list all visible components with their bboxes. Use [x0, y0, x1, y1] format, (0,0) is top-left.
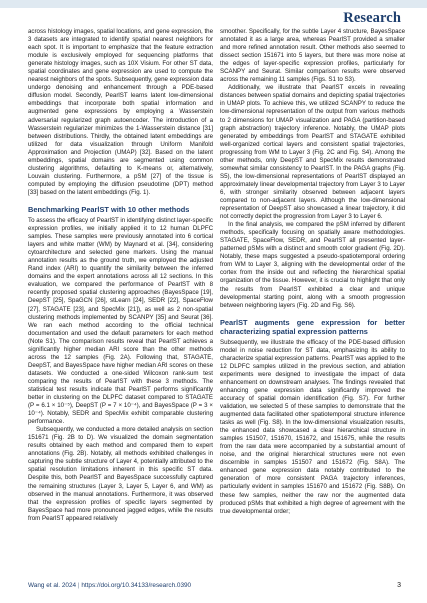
footer-citation: Wang et al. 2024 — [28, 582, 77, 589]
paragraph: Subsequently, we illustrate the efficacy of the PDE-based diffusion model in noise reduction for ST data, emphasizing its ability to characterize spatial expression patterns. PearlST was applied to the 12 DLPFC samples utilized in the previous section, and ablation experiments were designed to investigate the impact of data enhancement on downstream analyses. The findings revealed that enhancing gene expression data significantly improved the accuracy of spatial domain identification (Fig. S7). For further validation, we selected 5 of these samples to demonstrate that the augmented data facilitated other spatiotemporal structure inference tasks as well (Fig. S8). In the low-dimensional visualization results, the enhanced data showcased a clear hierarchical structure in samples 151507, 151670, 151672, and 151675, while the results from the raw data were accompanied by a substantial amount of noise, and the original hierarchical structures were not even discernible in samples 151507 and 151672 (Fig. S8A). The enhanced gene expression data notably contributed to the generation of more consistent PAGA trajectory inferences, particularly evident in samples 151670 and 151672 (Fig. S8B). On these few samples, neither the raw nor the augmented data produced pSMs that exhibited a high degree of agreement with the true developmental order; — [220, 338, 405, 515]
footer-citation-group — [28, 582, 191, 589]
page-footer — [28, 582, 401, 589]
section-label: Research — [343, 10, 401, 26]
doi-link[interactable]: https://doi.org/10.34133/research.0390 — [81, 582, 192, 589]
paragraph: Additionally, we illustrate that PearlST excels in revealing distances between spatial domains and depicting spatial trajectories in UMAP plots. To achieve this, we utilized SCANPY to reduce the low-dimensional representation of the output from various methods to 2 dimensions for UMAP visualization and PAGA (partition-based graph abstraction) trajectory inference. Notably, the UMAP plots generated by embeddings from PearlST and STAGATE exhibited well-organized cortical layers and consistent spatial trajectories, progressing from WM to Layer 3 (Fig. 2C and Fig. S4). Among the other methods, only DeepST and SpecMix results demonstrated somewhat similar consistency to PearlST. In the PAGA graphs (Fig. S5), the low-dimensional representations of PearlST displayed an approximately linear developmental trajectory from Layer 3 to Layer 6, with stronger similarity observed between adjacent layers compared to non-adjacent layers. Although the low-dimensional representation of DeepST also showcased a linear trajectory, it did not correctly depict the progression from Layer 3 to Layer 6. — [220, 84, 405, 221]
header-bar — [0, 0, 427, 8]
paragraph: Subsequently, we conducted a more detailed analysis on section 151671 (Fig. 2B to D). We visualized the domain segmentation results obtained by each method and compared them to expert annotations (Fig. 2B). Notably, all methods exhibited challenges in capturing the subtle structure of Layer 4, potentially attributed to the spatial resolution limitations inherent in this specific ST data. Despite this, both PearlST and BayesSpace successfully captured the remaining structures (Layer 3, Layer 5, Layer 6, and WM) as observed in the manual annotations. Furthermore, it was observed that the expression profiles of specific layers segmented by BayesSpace had more pronounced jagged edges, while the results from PearlST appeared relatively — [28, 426, 213, 522]
paragraph: To assess the efficacy of PearlST in identifying distinct layer-specific expression profiles, we initially applied it to 12 human DLPFC samples. These samples were previously annotated into 6 cortical layers and white matter (WM) by Maynard et al. [34], considering cytoarchitecture and selected gene markers. Using the manual annotation results as the ground truth, we employed the adjusted Rand index (ARI) to quantify the similarity between the inferred domains and the expert annotations across all 12 sections. In this evaluation, we compared the performance of PearlST with 8 recently proposed spatial clustering approaches (BayesSpace [19], DeepST [25], SpaGCN [26], stLearn [24], SEDR [22], SpaceFlow [27], STAGATE [23], and SpecMix [21]), as well as 2 non-spatial clustering methods implemented by SCANPY [35] and Seurat [36]. We ran each method according to the official technical documentation and used the default parameters for each method (Note S1). The comparison results reveal that PearlST achieves a significantly higher median ARI score than the other methods across the 12 samples (Fig. 2A). Following that, STAGATE, DeepST, and BayesSpace have higher median ARI scores on these datasets. We conducted a one-sided Wilcoxon rank-sum test comparing the results of PearlST with these 3 methods. The statistical test results indicate that PearlST performs significantly better in clustering on the DLPFC dataset compared to STAGATE (P = 6.1 × 10⁻⁵), DeepST (P = 7 × 10⁻⁴), and BayesSpace (P = 3 × 10⁻⁴). Notably, SEDR and SpecMix exhibit comparable clustering performance. — [28, 216, 213, 426]
paragraph: across histology images, spatial locations, and gene expression, the 3 datasets are integrated to identify spatial nearest neighbors for each spot. It is important to emphasize that the feature extraction module is exclusively employed for sequencing platforms that generate histology images, such as 10X Visium. For other ST data, spatial coordinates and gene expression are used to compute the nearest neighbors of the spots. Subsequently, gene expression data undergo denoising and enhancement through a PDE-based diffusion model. Secondly, PearlST learns latent low-dimensional embeddings that incorporate both spatial information and augmented gene expressions by employing a Wasserstein adversarial regularized graph autoencoder. The introduction of a Wasserstein regularizer minimizes the 1-Wasserstein distance [31] between distributions. Thirdly, the obtained latent embeddings are utilized for data visualization through Uniform Manifold Approximation and Projection (UMAP) [32]. Based on the latent embeddings, spatial domains are segmented using common clustering algorithms, defaulting to K-means or, alternatively, Louvain clustering. Furthermore, a pSM [27] of the tissue is computed by employing the diffusion pseudotime (DPT) method [33] based on the latent embeddings (Fig. 1). — [28, 28, 214, 196]
left-column — [28, 28, 213, 523]
paragraph: In the final analysis, we compared the pSM inferred by different methods, specifically focusing on spatially aware methodologies. STAGATE, SpaceFlow, SEDR, and PearlST all presented layer-patterned pSMs with a distinct and smooth color gradient (Fig. 2D). Notably, these maps suggested a pseudo-spatiotemporal ordering from WM to Layer 3, aligning with the developmental order of the cortex from the inside out and reflecting the hierarchical spatial organization of the tissue. However, it is crucial to highlight that only the results from PearlST exhibited a clear and unique developmental starting point, along with a smooth progression between neighboring layers (Fig. 2D and Fig. S6). — [220, 221, 405, 309]
right-column — [220, 28, 405, 516]
paragraph: smoother. Specifically, for the subtle Layer 4 structure, BayesSpace annotated it as a large area, whereas PearlST provided a smaller and more refined annotation result. Other methods also seemed to dissect section 151671 into 5 layers, but there was more noise at the edges of layer-specific expression profiles, particularly for SCANPY and Seurat. Similar comparison results were observed across the remaining 11 samples (Figs. S1 to S3). — [220, 28, 405, 84]
section-heading: PearlST augments gene expression for better characterizing spatial expression patterns — [220, 317, 405, 336]
footer-separator: | — [77, 582, 80, 589]
page-number: 3 — [397, 582, 401, 589]
section-heading: Benchmarking PearlST with 10 other methods — [28, 204, 190, 214]
